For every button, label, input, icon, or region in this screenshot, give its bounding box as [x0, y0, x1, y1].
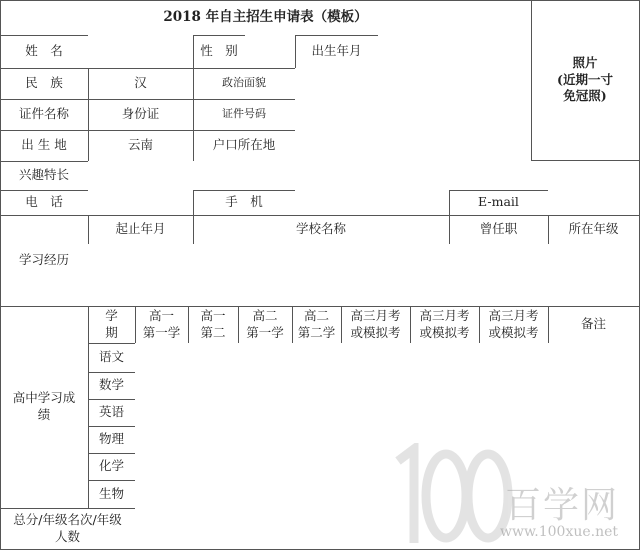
grade-cell[interactable] — [292, 453, 342, 481]
photo-box — [531, 0, 640, 161]
school-header: 学校名称 — [193, 215, 450, 245]
grade-cell[interactable] — [135, 480, 189, 509]
photo-hint: (近期一寸 — [557, 71, 613, 87]
grade-cell[interactable] — [479, 372, 549, 400]
ethnicity-label: 民 族 — [0, 68, 89, 100]
term-column-header: 高二 第二学 — [292, 306, 342, 344]
email-label: E-mail — [449, 190, 549, 216]
photo-hint: 免冠照) — [563, 88, 607, 104]
term-column-header: 高一 第一学 — [135, 306, 189, 344]
subject-label: 生物 — [88, 480, 136, 509]
grade-cell[interactable] — [292, 480, 342, 509]
subject-label: 语文 — [88, 343, 136, 373]
mobile-label: 手 机 — [193, 190, 296, 216]
name-label: 姓 名 — [0, 35, 89, 69]
study-cell[interactable] — [449, 244, 549, 276]
grade-cell[interactable] — [188, 343, 239, 373]
grade-cell[interactable] — [238, 426, 293, 454]
grade-cell[interactable] — [238, 399, 293, 427]
grade-cell[interactable] — [548, 399, 640, 427]
period-header: 起止年月 — [88, 215, 194, 245]
grade-cell[interactable] — [135, 453, 189, 481]
grade-cell[interactable] — [410, 343, 480, 373]
position-header: 曾任职 — [449, 215, 549, 245]
grade-cell[interactable] — [341, 343, 411, 373]
total-cell[interactable] — [292, 508, 342, 550]
study-cell[interactable] — [193, 275, 450, 307]
hukou-label: 户口所在地 — [193, 130, 296, 162]
form-title: 2018 年自主招生申请表（模板） — [0, 0, 532, 36]
birth-date-field[interactable] — [378, 35, 532, 69]
term-header: 学 期 — [88, 306, 136, 344]
grade-cell[interactable] — [135, 426, 189, 454]
grade-cell[interactable] — [238, 343, 293, 373]
id-type-label: 证件名称 — [0, 99, 89, 131]
study-cell[interactable] — [88, 275, 194, 307]
photo-hint: 照片 — [572, 54, 598, 70]
grade-cell[interactable] — [479, 343, 549, 373]
subject-label: 英语 — [88, 399, 136, 427]
subject-label: 化学 — [88, 453, 136, 481]
watermark-url: www.100xue.net — [500, 524, 619, 540]
subject-label: 物理 — [88, 426, 136, 454]
hobby-field[interactable] — [88, 161, 640, 191]
birthplace-label: 出 生 地 — [0, 130, 89, 162]
politics-field[interactable] — [295, 68, 532, 100]
total-cell[interactable] — [188, 508, 239, 550]
birth-date-label: 出生年月 — [295, 35, 379, 69]
grade-cell[interactable] — [238, 372, 293, 400]
grade-cell[interactable] — [292, 426, 342, 454]
id-type-value[interactable]: 身份证 — [88, 99, 194, 131]
study-cell[interactable] — [548, 275, 640, 307]
grade-cell[interactable] — [341, 372, 411, 400]
total-cell[interactable] — [238, 508, 293, 550]
grade-cell[interactable] — [548, 372, 640, 400]
phone-field[interactable] — [88, 190, 194, 216]
term-column-header: 高三月考 或模拟考 — [410, 306, 480, 344]
birthplace-value[interactable]: 云南 — [88, 130, 194, 162]
subject-label: 数学 — [88, 372, 136, 400]
total-cell[interactable] — [135, 508, 189, 550]
grade-cell[interactable] — [410, 372, 480, 400]
study-cell[interactable] — [88, 244, 194, 276]
watermark-brand: 百学网 — [505, 485, 620, 526]
remark-header: 备注 — [548, 306, 640, 344]
term-column-header: 高三月考 或模拟考 — [479, 306, 549, 344]
hukou-field[interactable] — [295, 130, 532, 162]
politics-label: 政治面貌 — [193, 68, 296, 100]
grades-label: 高中学习成 绩 — [0, 306, 89, 509]
grade-cell[interactable] — [188, 453, 239, 481]
email-field[interactable] — [548, 190, 640, 216]
id-number-field[interactable] — [295, 99, 532, 131]
name-field[interactable] — [88, 35, 194, 69]
grade-cell[interactable] — [188, 480, 239, 509]
study-cell[interactable] — [193, 244, 450, 276]
grade-cell[interactable] — [292, 343, 342, 373]
hobby-label: 兴趣特长 — [0, 161, 89, 191]
grade-cell[interactable] — [135, 372, 189, 400]
id-number-label: 证件号码 — [193, 99, 296, 131]
grade-level-header: 所在年级 — [548, 215, 640, 245]
mobile-field[interactable] — [295, 190, 450, 216]
grade-cell[interactable] — [135, 399, 189, 427]
term-column-header: 高二 第一学 — [238, 306, 293, 344]
gender-field[interactable] — [245, 35, 296, 69]
study-history-label: 学习经历 — [0, 215, 89, 307]
grade-cell[interactable] — [188, 372, 239, 400]
grade-cell[interactable] — [292, 399, 342, 427]
grade-cell[interactable] — [548, 343, 640, 373]
grade-cell[interactable] — [292, 372, 342, 400]
grade-cell[interactable] — [238, 480, 293, 509]
term-column-header: 高三月考 或模拟考 — [341, 306, 411, 344]
gender-label: 性 别 — [193, 35, 246, 69]
study-cell[interactable] — [548, 244, 640, 276]
grade-cell[interactable] — [410, 399, 480, 427]
grade-cell[interactable] — [135, 343, 189, 373]
grade-cell[interactable] — [188, 399, 239, 427]
grade-cell[interactable] — [479, 399, 549, 427]
phone-label: 电 话 — [0, 190, 89, 216]
grade-cell[interactable] — [238, 453, 293, 481]
grade-cell[interactable] — [188, 426, 239, 454]
ethnicity-value[interactable]: 汉 — [88, 68, 194, 100]
total-rank-label: 总分/年级名次/年级 人数 — [0, 508, 136, 550]
study-cell[interactable] — [449, 275, 549, 307]
grade-cell[interactable] — [341, 399, 411, 427]
term-column-header: 高一 第二 — [188, 306, 239, 344]
